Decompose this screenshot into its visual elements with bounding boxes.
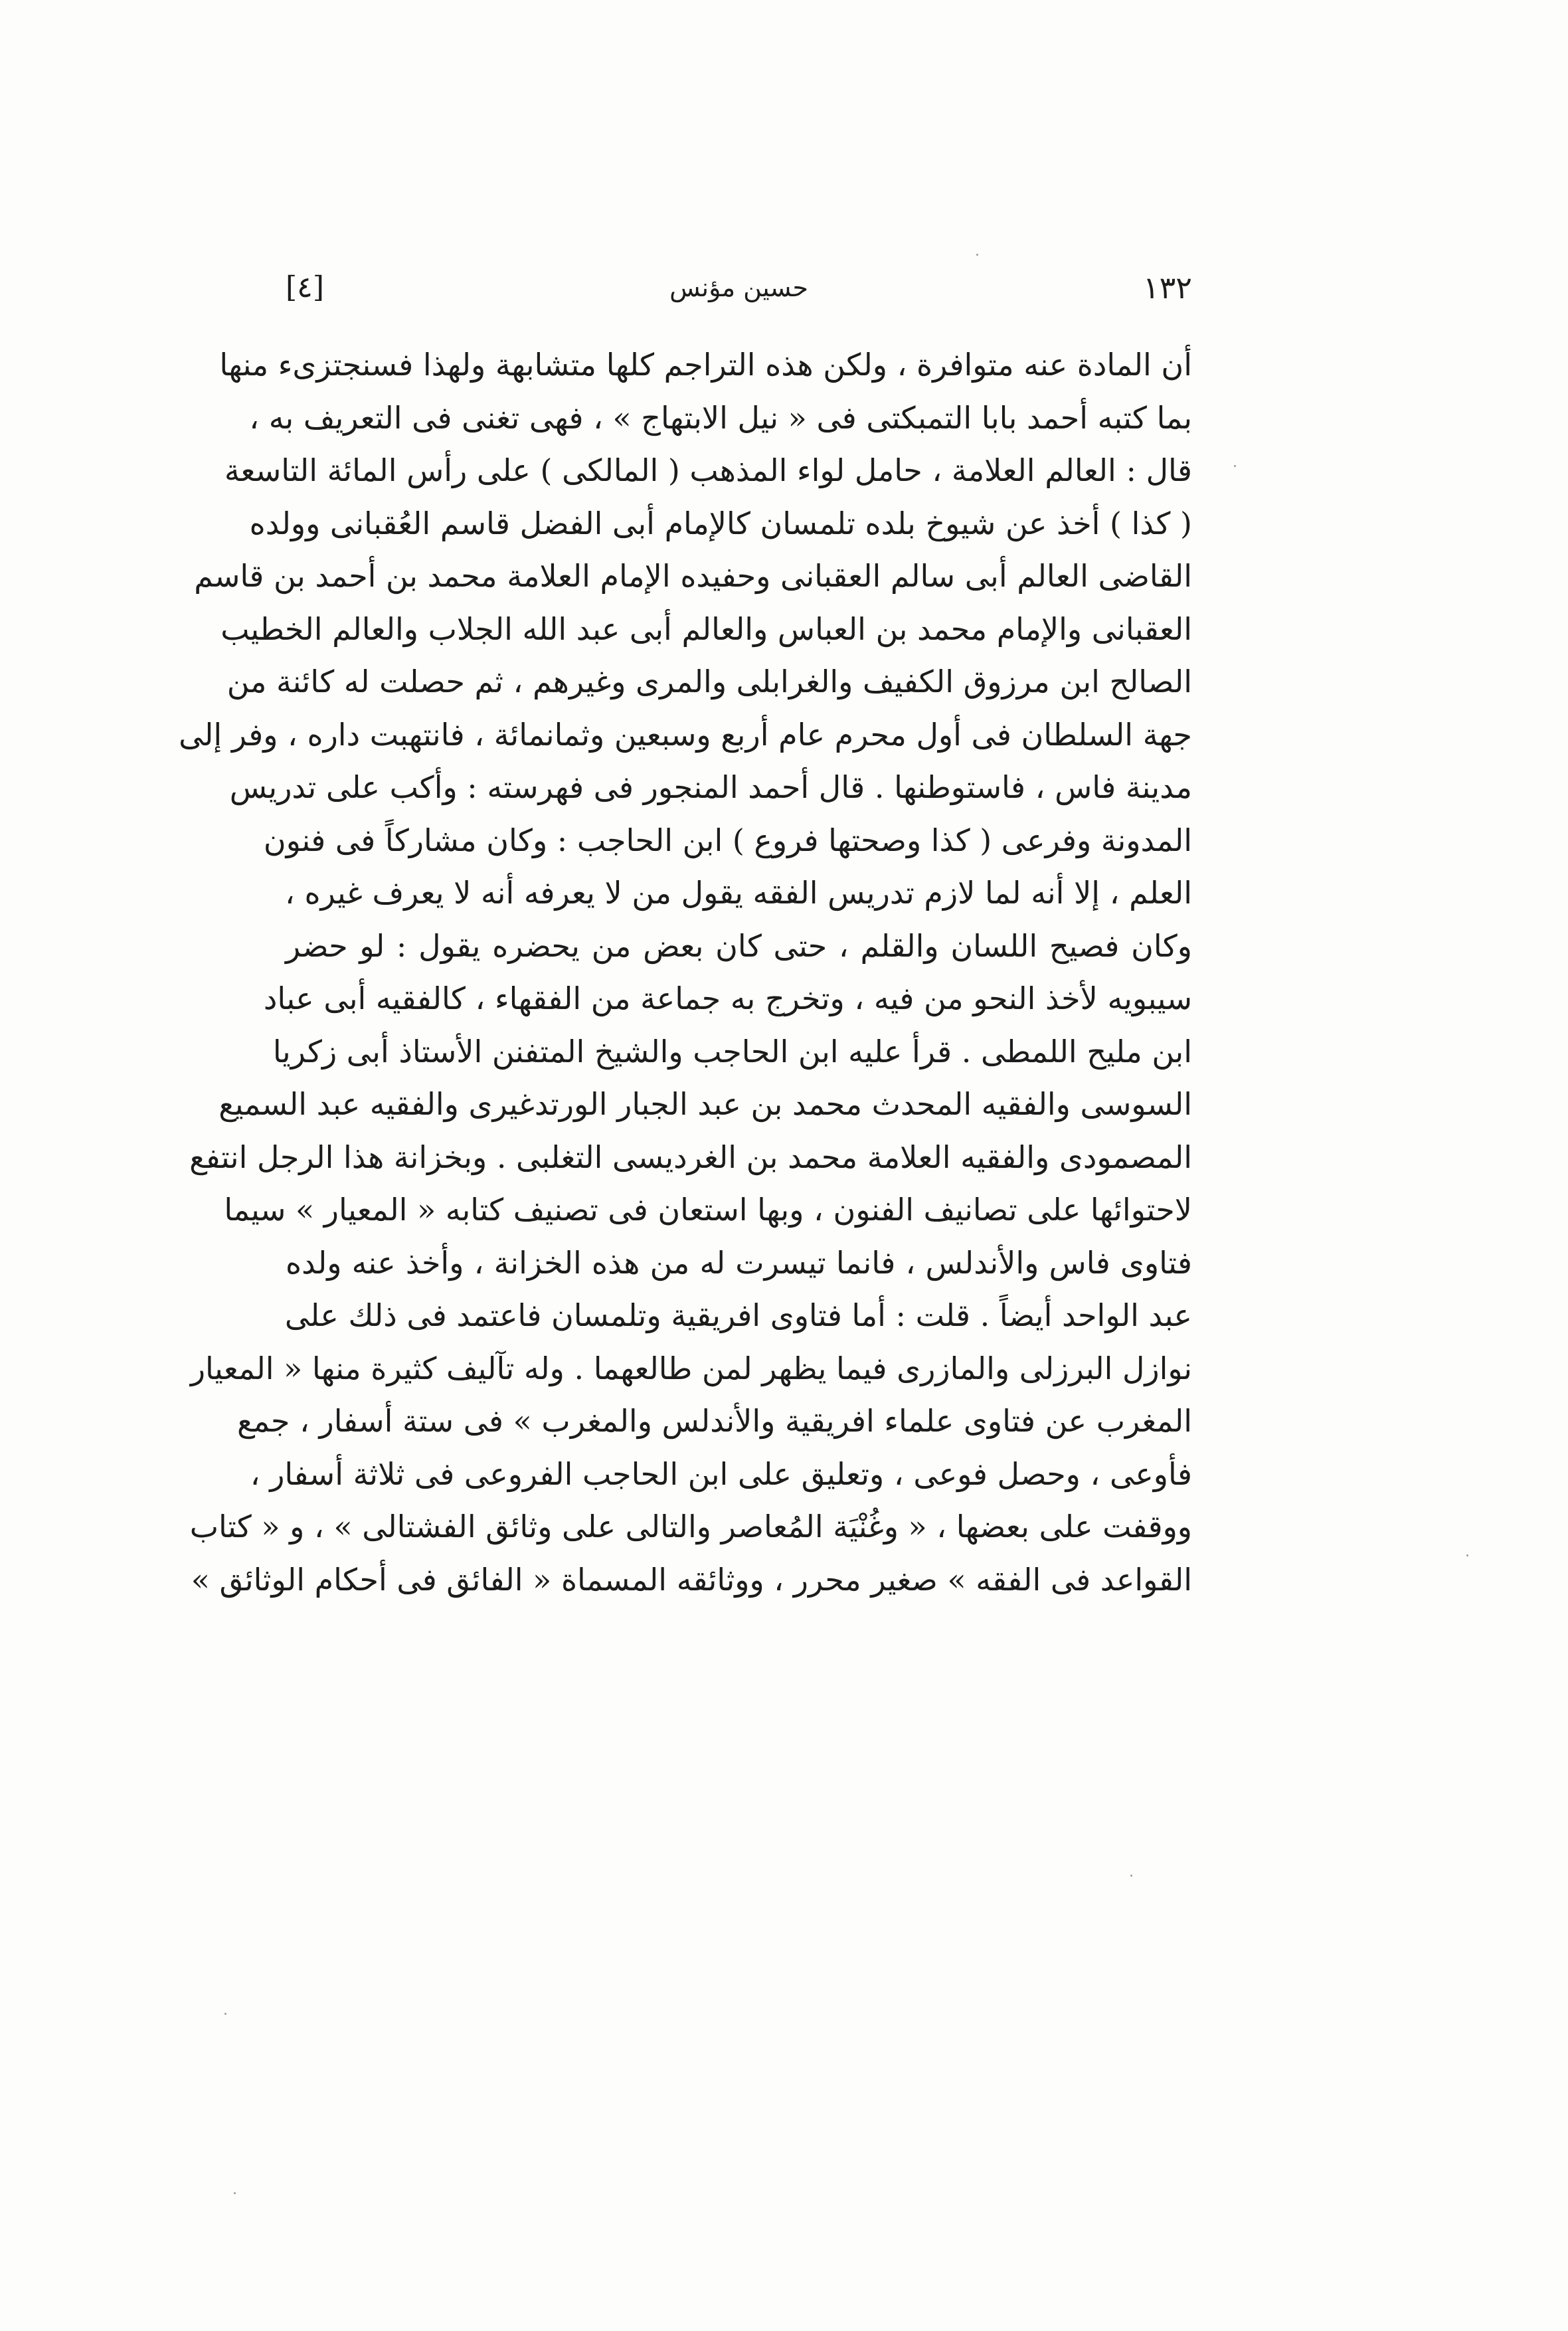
page-number: ١٣٢ [1142,270,1192,306]
text-line: ابن مليح اللمطى . قرأ عليه ابن الحاجب والشيخ المتفنن الأستاذ أبى زكريا [272,1033,1192,1070]
text-line: المصمودى والفقيه العلامة محمد بن الغرديسى التغلبى . وبخزانة هذا الرجل انتفع [189,1139,1192,1175]
scan-speck [224,2013,226,2015]
text-line: أن المادة عنه متوافرة ، ولكن هذه التراجم كلها متشابهة ولهذا فسنجتزىء منها [219,347,1192,383]
scan-speck [1130,1875,1132,1877]
text-line: القاضى العالم أبى سالم العقبانى وحفيده الإمام العلامة محمد بن أحمد بن قاسم [194,558,1192,594]
text-line: بما كتبه أحمد بابا التمبكتى فى « نيل الابتهاج » ، فهى تغنى فى التعريف به ، [249,399,1192,436]
text-line: العقبانى والإمام محمد بن العباس والعالم أبى عبد الله الجلاب والعالم الخطيب [220,610,1192,647]
text-line: مدينة فاس ، فاستوطنها . قال أحمد المنجور فى فهرسته : وأكب على تدريس [229,769,1192,805]
chapter-number: [٤] [286,270,324,304]
text-line: فأوعى ، وحصل فوعى ، وتعليق على ابن الحاجب الفروعى فى ثلاثة أسفار ، [250,1455,1192,1492]
text-line: جهة السلطان فى أول محرم عام أربع وسبعين وثمانمائة ، فانتهبت داره ، وفر إلى [179,716,1192,753]
scan-speck [1234,465,1236,467]
text-line: الصالح ابن مرزوق الكفيف والغرابلى والمرى وغيرهم ، ثم حصلت له كائنة من [226,664,1192,699]
text-line: العلم ، إلا أنه لما لازم تدريس الفقه يقول من لا يعرفه أنه لا يعرف غيره ، [284,875,1192,911]
body-text [179,339,1192,1606]
text-line: وكان فصيح اللسان والقلم ، حتى كان بعض من يحضره يقول : لو حضر [286,927,1192,964]
text-line: عبد الواحد أيضاً . قلت : أما فتاوى افريقية وتلمسان فاعتمد فى ذلك على [284,1297,1192,1333]
scan-speck [1466,1554,1468,1556]
running-header [286,264,1192,311]
text-line: ووقفت على بعضها ، « وغُنْيَة المُعاصر والتالى على وثائق الفشتالى » ، و « كتاب [189,1509,1192,1544]
text-line: لاحتوائها على تصانيف الفنون ، وبها استعان فى تصنيف كتابه « المعيار » سيما [224,1192,1192,1228]
text-line: قال : العالم العلامة ، حامل لواء المذهب ( المالكى ) على رأس المائة التاسعة [224,452,1192,488]
text-line: ( كذا ) أخذ عن شيوخ بلده تلمسان كالإمام أبى الفضل قاسم العُقبانى وولده [249,505,1192,541]
text-line: السوسى والفقيه المحدث محمد بن عبد الجبار الورتدغيرى والفقيه عبد السميع [218,1086,1192,1122]
text-line: فتاوى فاس والأندلس ، فانما تيسرت له من هذه الخزانة ، وأخذ عنه ولده [286,1244,1192,1281]
scan-speck [234,2192,236,2194]
text-line: المدونة وفرعى ( كذا وصحتها فروع ) ابن الحاجب : وكان مشاركاً فى فنون [263,822,1192,858]
text-line: سيبويه لأخذ النحو من فيه ، وتخرج به جماعة من الفقهاء ، كالفقيه أبى عباد [263,980,1192,1016]
scan-speck [976,254,978,256]
text-line: المغرب عن فتاوى علماء افريقية والأندلس والمغرب » فى ستة أسفار ، جمع [236,1403,1192,1439]
header-author-name: حسين مؤنس [669,273,808,302]
text-line: القواعد فى الفقه » صغير محرر ، ووثائقه المسماة « الفائق فى أحكام الوثائق » [191,1561,1192,1598]
text-line: نوازل البرزلى والمازرى فيما يظهر لمن طالعهما . وله تآليف كثيرة منها « المعيار [190,1350,1192,1386]
